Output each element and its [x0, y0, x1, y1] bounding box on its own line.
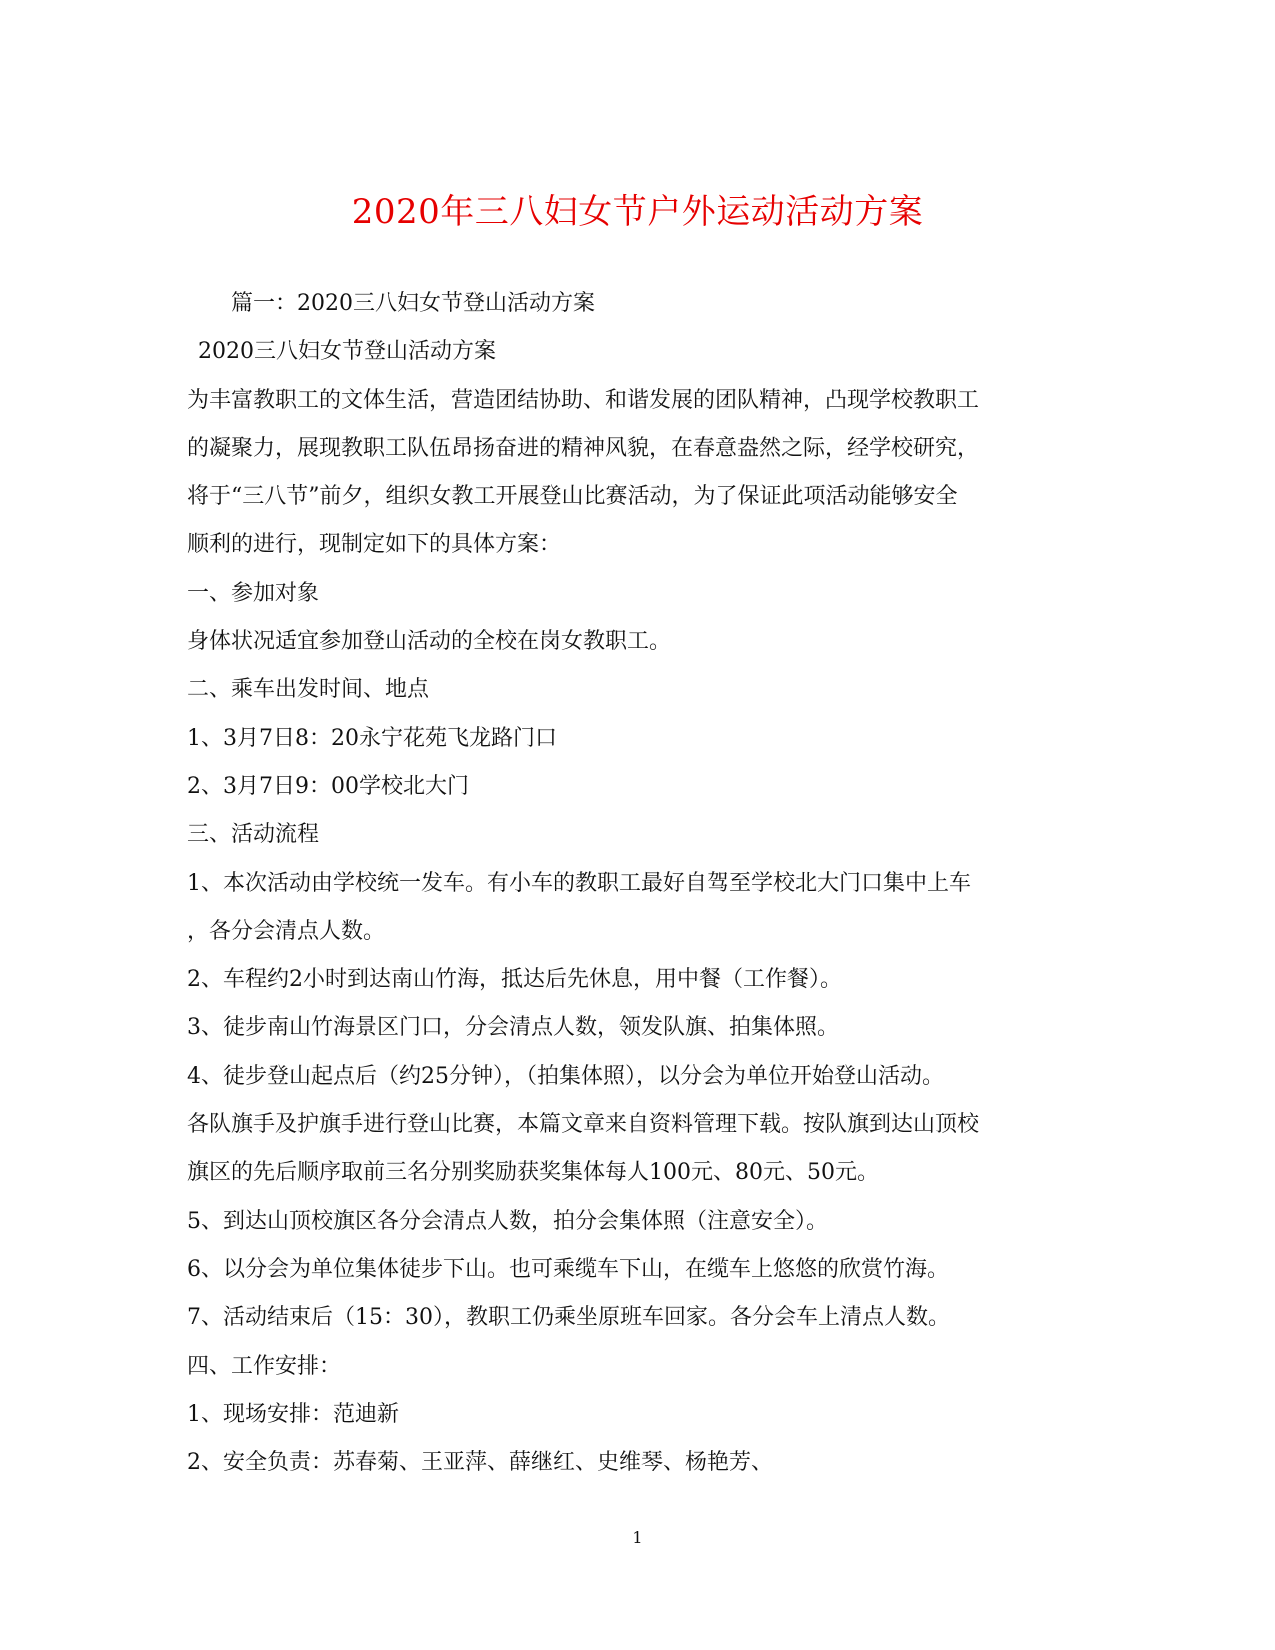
list-item: 2、安全负责：苏春菊、王亚萍、薛继红、史维琴、杨艳芳、 — [187, 1450, 773, 1476]
section-heading: 一、参加对象 — [187, 580, 320, 606]
section-heading: 三、活动流程 — [187, 822, 320, 848]
list-item-continuation: ，各分会清点人数。 — [187, 918, 386, 944]
list-item: 6、以分会为单位集体徒步下山。也可乘缆车下山，在缆车上悠悠的欣赏竹海。 — [187, 1256, 949, 1282]
list-item: 1、本次活动由学校统一发车。有小车的教职工最好自驾至学校北大门口集中上车 — [187, 870, 971, 896]
paragraph-line: 将于“三八节”前夕，组织女教工开展登山比赛活动，为了保证此项活动能够安全 — [187, 484, 958, 510]
paragraph-line: 身体状况适宜参加登山活动的全校在岗女教职工。 — [187, 629, 672, 655]
section-heading: 二、乘车出发时间、地点 — [187, 677, 430, 703]
list-item: 2、3月7日9：00学校北大门 — [187, 773, 469, 799]
list-item: 5、到达山顶校旗区各分会清点人数，拍分会集体照（注意安全）。 — [187, 1208, 828, 1234]
list-item: 1、3月7日8：20永宁花苑飞龙路门口 — [187, 725, 557, 751]
list-item: 2、车程约2小时到达南山竹海，抵达后先休息，用中餐（工作餐）。 — [187, 967, 842, 993]
list-item: 3、徒步南山竹海景区门口，分会清点人数，领发队旗、拍集体照。 — [187, 1015, 839, 1041]
list-item: 7、活动结束后（15：30），教职工仍乘坐原班车回家。各分会车上清点人数。 — [187, 1305, 950, 1331]
paragraph-line: 为丰富教职工的文体生活，营造团结协助、和谐发展的团队精神，凸现学校教职工 — [187, 387, 980, 413]
document-title: 2020年三八妇女节户外运动活动方案 — [351, 191, 924, 232]
subtitle: 2020三八妇女节登山活动方案 — [198, 339, 496, 365]
document-body — [187, 280, 1087, 1487]
list-item-continuation: 各队旗手及护旗手进行登山比赛，本篇文章来自资料管理下载。按队旗到达山顶校 — [187, 1112, 980, 1138]
paragraph-line: 的凝聚力，展现教职工队伍昂扬奋进的精神风貌，在春意盎然之际，经学校研究， — [187, 435, 980, 461]
section-heading: 四、工作安排： — [187, 1353, 342, 1379]
page-number: 1 — [632, 1528, 643, 1547]
list-item: 1、现场安排：范迪新 — [187, 1401, 399, 1427]
list-item-continuation: 旗区的先后顺序取前三名分别奖励获奖集体每人100元、80元、50元。 — [187, 1160, 879, 1186]
paragraph-line: 顺利的进行，现制定如下的具体方案： — [187, 532, 562, 558]
section-heading: 篇一：2020三八妇女节登山活动方案 — [231, 291, 595, 316]
list-item: 4、徒步登山起点后（约25分钟），（拍集体照），以分会为单位开始登山活动。 — [187, 1063, 944, 1089]
